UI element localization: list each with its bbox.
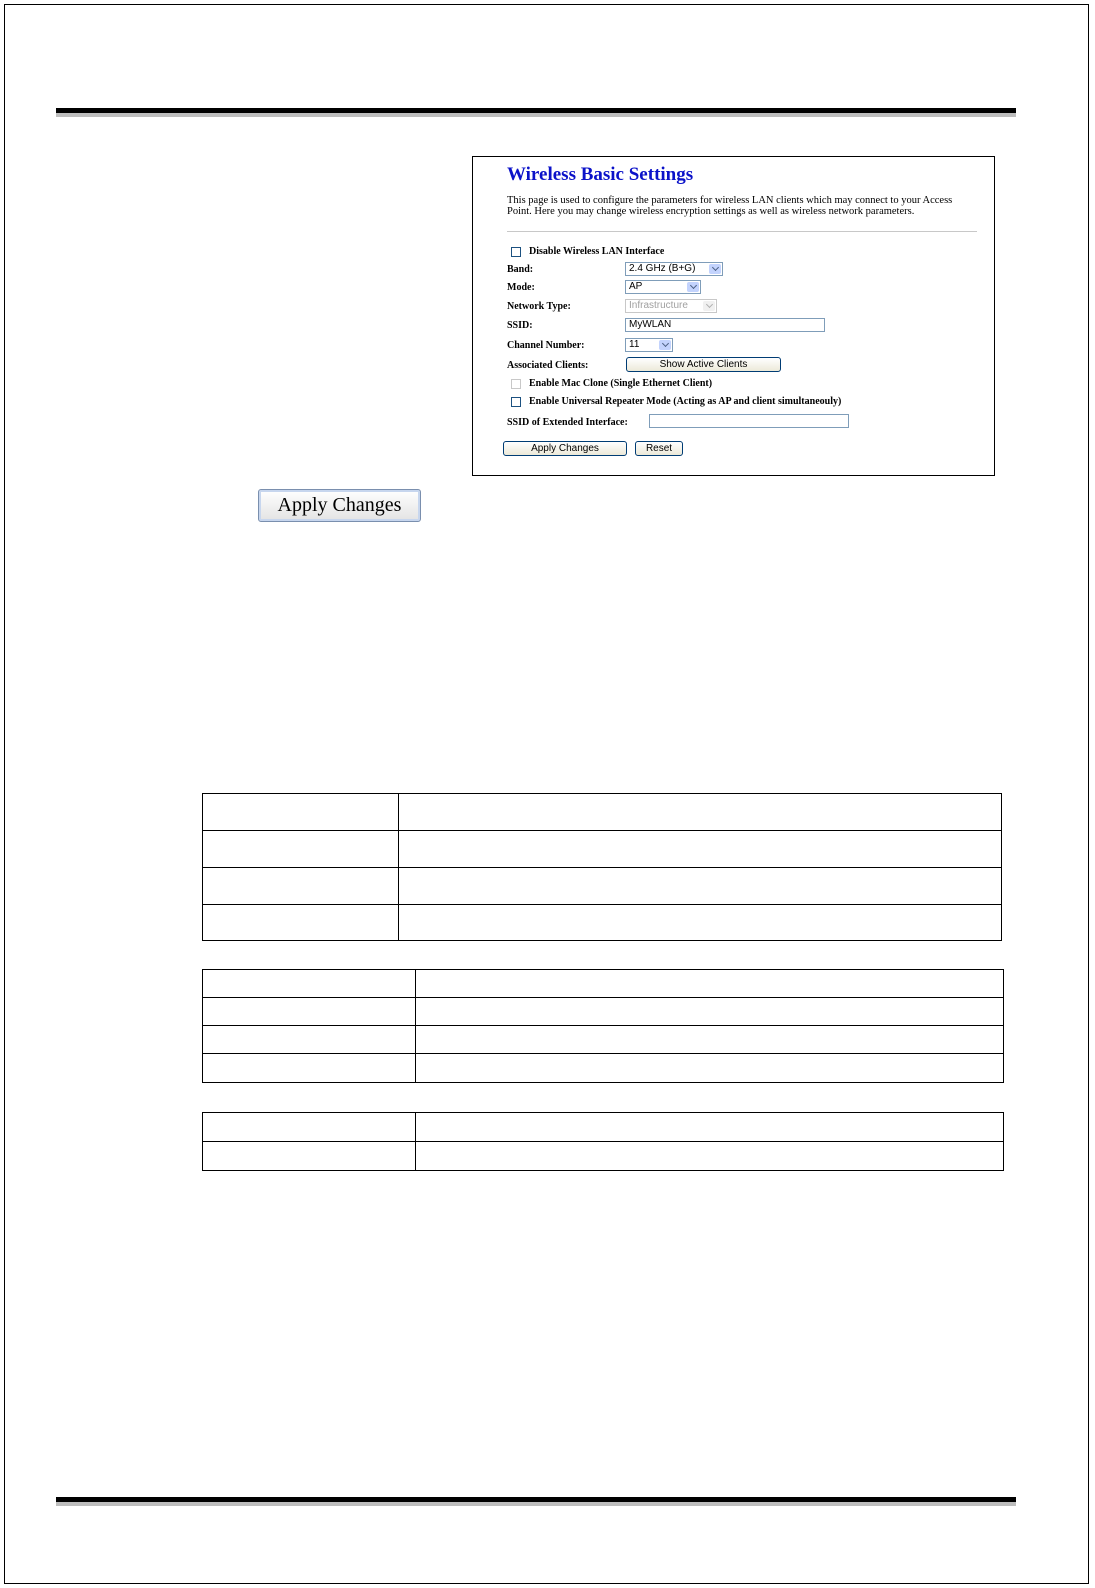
wireless-basic-settings-panel <box>472 156 995 476</box>
mode-label: Mode: <box>507 282 535 293</box>
table-row <box>203 905 1002 941</box>
repeater-mode-checkbox[interactable] <box>511 397 521 407</box>
divider <box>507 231 977 232</box>
table-cell <box>203 1113 416 1142</box>
apply-changes-button-large[interactable]: Apply Changes <box>258 489 421 522</box>
table-cell <box>203 970 416 998</box>
disable-wlan-checkbox[interactable] <box>511 247 521 257</box>
table-cell <box>399 868 1002 905</box>
ssid-input[interactable]: MyWLAN <box>625 318 825 332</box>
table-cell <box>203 1142 416 1171</box>
band-select[interactable] <box>625 262 723 276</box>
ssid-extended-input[interactable] <box>649 414 849 428</box>
apply-changes-button[interactable]: Apply Changes <box>503 441 627 456</box>
table-cell <box>203 1026 416 1054</box>
table-row <box>203 1113 1004 1142</box>
table-1 <box>202 793 1002 941</box>
mode-select-value: AP <box>629 281 643 292</box>
channel-select[interactable] <box>625 338 673 352</box>
band-select-value: 2.4 GHz (B+G) <box>629 263 696 274</box>
network-type-select <box>625 299 717 313</box>
table-row <box>203 970 1004 998</box>
chevron-down-icon <box>703 301 715 311</box>
band-label: Band: <box>507 264 534 275</box>
show-active-clients-button[interactable]: Show Active Clients <box>626 357 781 372</box>
table-cell <box>399 905 1002 941</box>
table-cell <box>203 905 399 941</box>
mac-clone-label: Enable Mac Clone (Single Ethernet Client) <box>529 378 713 389</box>
disable-wlan-label: Disable Wireless LAN Interface <box>529 246 665 257</box>
table-cell <box>416 970 1004 998</box>
table-cell <box>399 794 1002 831</box>
table-cell <box>203 794 399 831</box>
channel-select-value: 11 <box>629 339 640 350</box>
table-cell <box>416 1113 1004 1142</box>
network-type-label: Network Type: <box>507 301 571 312</box>
footer-rule <box>56 1497 1016 1502</box>
table-row <box>203 868 1002 905</box>
table-row <box>203 831 1002 868</box>
ssid-label: SSID: <box>507 320 533 331</box>
chevron-down-icon <box>659 340 671 350</box>
mode-select[interactable] <box>625 280 701 294</box>
channel-label: Channel Number: <box>507 340 585 351</box>
table-cell <box>203 998 416 1026</box>
table-cell <box>416 1054 1004 1083</box>
table-row <box>203 1026 1004 1054</box>
table-cell <box>416 1142 1004 1171</box>
table-row <box>203 1142 1004 1171</box>
repeater-mode-label: Enable Universal Repeater Mode (Acting as AP and client simultaneouly) <box>529 396 842 407</box>
chevron-down-icon <box>709 264 721 274</box>
panel-description: This page is used to configure the parameters for wireless LAN clients which may connect to your Access Point. Here you may change wireless encryption settings as well as wireless network parameters. <box>507 195 953 217</box>
table-row <box>203 1054 1004 1083</box>
table-cell <box>203 1054 416 1083</box>
table-3 <box>202 1112 1004 1171</box>
table-cell <box>399 831 1002 868</box>
table-2 <box>202 969 1004 1083</box>
chevron-down-icon <box>687 282 699 292</box>
mac-clone-checkbox <box>511 379 521 389</box>
table-row <box>203 998 1004 1026</box>
network-type-select-value: Infrastructure <box>629 300 688 311</box>
table-row <box>203 794 1002 831</box>
associated-clients-label: Associated Clients: <box>507 360 589 371</box>
ssid-extended-label: SSID of Extended Interface: <box>507 417 628 428</box>
header-rule <box>56 108 1016 113</box>
table-cell <box>416 998 1004 1026</box>
panel-title: Wireless Basic Settings <box>507 164 694 185</box>
reset-button[interactable]: Reset <box>635 441 683 456</box>
table-cell <box>416 1026 1004 1054</box>
table-cell <box>203 831 399 868</box>
table-cell <box>203 868 399 905</box>
